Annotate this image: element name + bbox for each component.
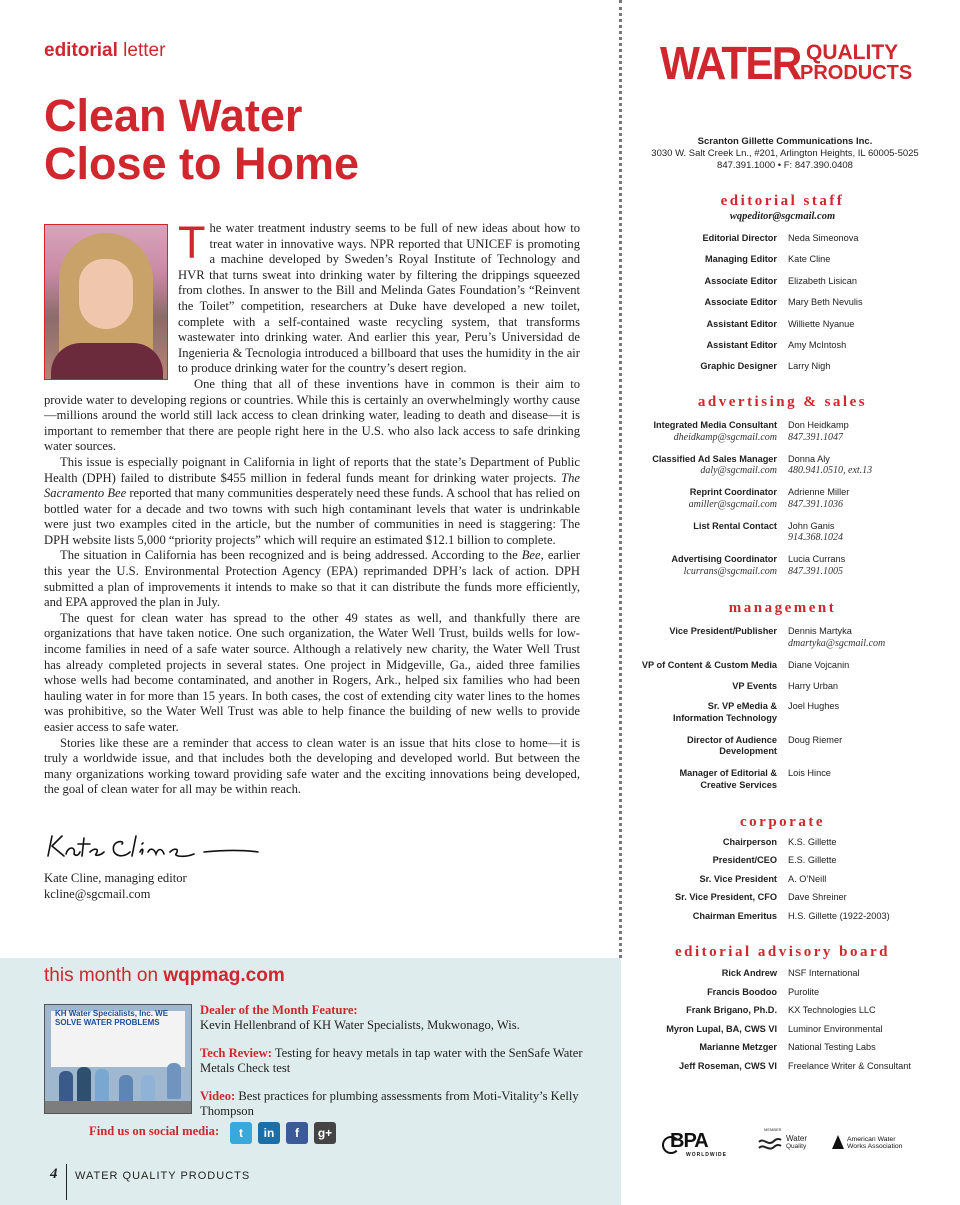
paragraph-3: This issue is especially poignant in California in light of reports that the state’s Department of Public Health (DPH) failed to distribute $455 million in federal funds meant for drinking water projects. The Sacramento Bee reported that many communities desperately need these funds. A school that has relied on bottled water for a decade and two towns with such high contaminant levels that water is undrinkable were just two examples cited in the article, but the number of communities in need is staggering: The DPH website lists 5,000 “priority projects” which will require an estimated $12.1 billion to complete. [44, 454, 580, 547]
headline-line-1: Clean Water [44, 90, 303, 141]
social-label: Find us on social media: [89, 1124, 220, 1138]
article-body [44, 217, 580, 798]
drop-cap: T [178, 217, 206, 268]
handwritten-signature [44, 826, 264, 866]
site-link[interactable]: wqpmag.com [163, 965, 285, 986]
paragraph-4: The situation in California has been recognized and is being addressed. According to the Bee, earlier this year the U.S. Environmental Protection Agency (EPA) reprimanded DPH’s lack of action. DPH submitted a plan of improvements it intends to make so that it can distribute the funds more efficiently, and EPA approved the plan in July. [44, 548, 580, 610]
ad-row: Advertising Coordinator lcurrans@sgcmail.com Lucia Currans 847.391.1005 [671, 554, 846, 577]
ad-row: Classified Ad Sales Manager daly@sgcmail.com Donna Aly 480.941.0510, ext.13 [652, 453, 873, 476]
corp-row: President/CEO E.S. Gillette [712, 855, 837, 866]
management-title: management [728, 600, 837, 616]
kicker-rest: letter [117, 40, 166, 61]
social-icons [230, 1122, 336, 1144]
management-list [632, 626, 932, 802]
advisory-title: editorial advisory board [674, 944, 890, 960]
triangle-icon [832, 1135, 844, 1149]
author-name: Kate Cline, managing editor [44, 871, 187, 885]
ad-row: Integrated Media Consultant dheidkamp@sgcmail.com Don Heidkamp 847.391.1047 [653, 420, 849, 443]
staff-row: Graphic Designer Larry Nigh [700, 361, 831, 372]
mgmt-row: Manager of Editorial & Creative Services Lois Hince [679, 768, 831, 790]
advisory-row: Marianne Metzger National Testing Labs [699, 1042, 876, 1053]
section-kicker [44, 40, 165, 62]
author-email[interactable]: kcline@sgcmail.com [44, 886, 151, 901]
advisory-row: Myron Lupal, BA, CWS VI Luminor Environmental [666, 1023, 883, 1034]
google-plus-icon[interactable]: g+ [314, 1122, 336, 1144]
wqp-logo: WATER QUALITY PRODUCTS [660, 37, 913, 89]
advisory-row: Rick Andrew NSF International [721, 968, 860, 978]
staff-row: Editorial Director Neda Simeonova [702, 233, 859, 243]
linkedin-icon[interactable]: in [258, 1122, 280, 1144]
mgmt-row: Vice President/Publisher Dennis Martyka dmartyka@sgcmail.com [669, 626, 886, 649]
dealer-photo [44, 1004, 192, 1114]
staff-row: Associate Editor Mary Beth Nevulis [704, 297, 863, 308]
twitter-icon[interactable]: t [230, 1122, 252, 1144]
bpa-logo: BPA WORLDWIDE [662, 1130, 732, 1160]
advertising-title: advertising & sales [697, 394, 868, 410]
editorial-staff-title: editorial staff [720, 193, 845, 209]
footer-divider [66, 1164, 67, 1200]
footer-publication: WATER QUALITY PRODUCTS [75, 1170, 251, 1182]
advisory-list [632, 968, 932, 1080]
mgmt-row: Director of Audience Development Doug Riemer [686, 734, 843, 756]
editorial-staff-email[interactable]: wqpeditor@sgcmail.com [729, 211, 836, 222]
publisher-info [640, 136, 930, 172]
list-item[interactable]: Dealer of the Month Feature: Kevin Hellenbrand of KH Water Specialists, Mukwonago, Wis. [200, 1003, 520, 1033]
headline [44, 92, 604, 188]
kicker-bold: editorial [44, 40, 118, 61]
paragraph-5: The quest for clean water has spread to the other 49 states as well, and thankfully there are organizations that have taken notice. One such organization, the Water Well Trust, builds wells for low-income families in need of a safe water source. Although a relatively new charity, the Water Well Trust has already completed projects in several states. One project in Midgeville, Ga., aided three families whose wells had become contaminated, and another in Rogers, Ark., helped six families who had been hauling water in for more than 15 years. In both cases, the cost of extending city water lines to the homes was prohibitive, so the Water Well Trust was able to help finance the building of new wells to provide easier access to safe water. [44, 610, 580, 734]
publisher-phone: 847.391.1000 • F: 847.390.0408 [717, 160, 853, 171]
corp-row: Chairman Emeritus H.S. Gillette (1922-2003) [692, 910, 890, 921]
advertising-list [632, 420, 932, 588]
truck-sign: KH Water Specialists, Inc. WE SOLVE WATER PROBLEMS [55, 1009, 169, 1027]
corp-row: Sr. Vice President A. O’Neill [699, 873, 827, 884]
awwa-logo: American Water Works Association [832, 1130, 912, 1160]
ad-row: Reprint Coordinator amiller@sgcmail.com Adrienne Miller 847.391.1036 [688, 487, 850, 510]
wave-icon [758, 1136, 782, 1152]
this-month-list [200, 1003, 600, 1131]
advisory-row: Jeff Roseman, CWS VI Freelance Writer & Consultant [678, 1060, 911, 1071]
facebook-icon[interactable]: f [286, 1122, 308, 1144]
page-number: 4 [50, 1166, 58, 1182]
headline-line-2: Close to Home [44, 138, 360, 189]
staff-row: Assistant Editor Williette Nyanue [706, 318, 855, 329]
staff-row: Managing Editor Kate Cline [705, 254, 831, 265]
corp-row: Sr. Vice President, CFO Dave Shreiner [675, 892, 847, 903]
mgmt-row: VP of Content & Custom Media Diane Vojcanin [641, 659, 850, 670]
advisory-row: Frank Brigano, Ph.D. KX Technologies LLC [686, 1005, 876, 1016]
column-divider [619, 0, 622, 958]
staff-row: Associate Editor Elizabeth Lisican [704, 275, 857, 286]
list-item[interactable]: Tech Review: Testing for heavy metals in tap water with the SenSafe Water Metals Check test [200, 1045, 583, 1076]
corporate-list [632, 837, 932, 929]
mgmt-row: VP Events Harry Urban [732, 681, 839, 691]
list-item[interactable]: Video: Best practices for plumbing assessments from Moti-Vitality’s Kelly Thompson [200, 1088, 579, 1119]
mgmt-row: Sr. VP eMedia & Information Technology Joel Hughes [673, 701, 840, 723]
paragraph-2: One thing that all of these inventions have in common is their aim to provide water to developing regions or countries. While this is certainly an overwhelmingly worthy cause—millions around the world still lack access to clean drinking water, leading to death and disease—it is important to remember that there are people right here in the U.S. who also lack access to safe drinking water sources. [44, 376, 580, 454]
signature-block [44, 871, 187, 902]
paragraph-1: The water treatment industry seems to be full of new ideas about how to treat water in innovative ways. NPR reported that UNICEF is promoting a machine developed by Sweden’s Royal Institute of Technology and HVR that turns sweat into drinking water by filtering the drippings squeezed from clothes. In answer to the Bill and Melinda Gates Foundation’s “Reinvent the Toilet” competition, researchers at Duke have developed a new toilet, complete with a self-contained waste recycling system, that transforms wastewater into drinking water. And earlier this year, Peru’s Universidad de Ingenieria & Tecnologia introduced a billboard that uses the humidity in the air to produce drinking water for the country’s desert region. [178, 217, 580, 376]
advisory-row: Francis Boodoo Purolite [707, 986, 820, 997]
paragraph-6: Stories like these are a reminder that access to clean water is an issue that hits close to home—it is truly a worldwide issue, and that includes both the developing and developed world. But between the many organizations working toward providing safe water and the exciting innovations being developed, the goal of clean water for all may be within reach. [44, 735, 580, 797]
corporate-title: corporate [740, 814, 825, 830]
editorial-staff-list [632, 233, 932, 383]
ad-row: List Rental Contact John Ganis 914.368.1024 [693, 520, 843, 543]
water-quality-association-logo: MEMBER Water Quality [758, 1130, 818, 1160]
publisher-address: 3030 W. Salt Creek Ln., #201, Arlington Heights, IL 60005-5025 [651, 148, 919, 159]
staff-row: Assistant Editor Amy McIntosh [706, 339, 847, 350]
corp-row: Chairperson K.S. Gillette [722, 837, 837, 847]
publisher-name: Scranton Gillette Communications Inc. [697, 136, 873, 147]
this-month-title: this month on wqpmag.com [44, 965, 285, 986]
this-month-box [0, 958, 621, 1205]
